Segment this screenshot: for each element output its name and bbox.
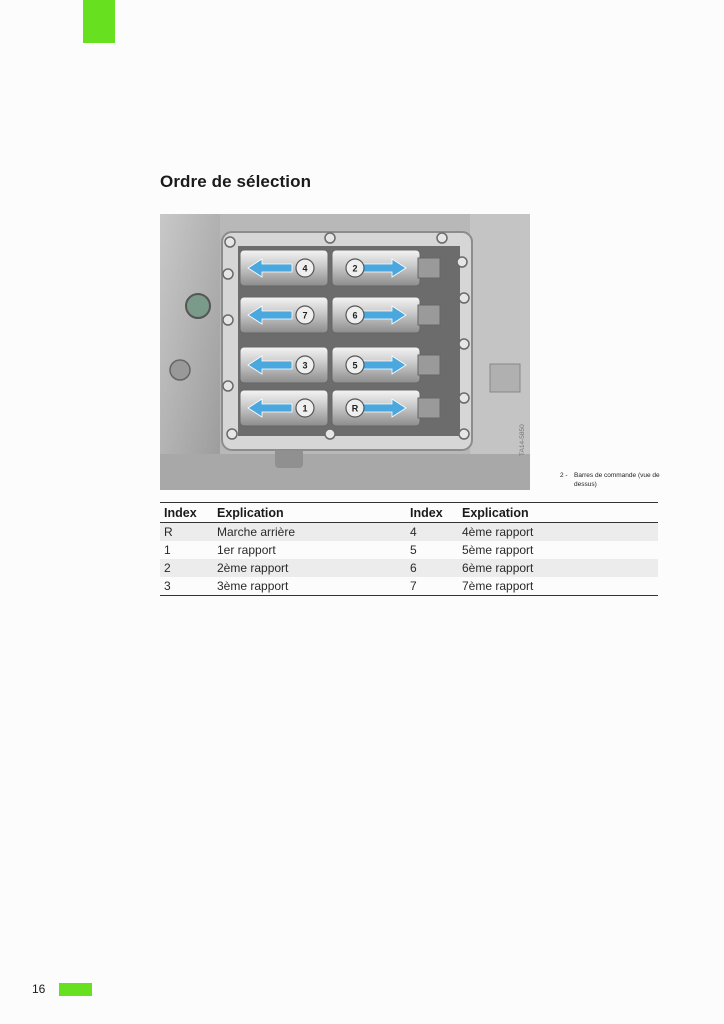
header-index-1: Index <box>160 503 213 523</box>
gear-label-left: 7 <box>302 310 308 321</box>
selector-rail <box>240 250 440 286</box>
gear-label-right: 6 <box>352 310 358 321</box>
footer-tab-marker <box>59 983 92 996</box>
gear-label-left: 1 <box>302 403 308 414</box>
cell-explication: 5ème rapport <box>462 543 534 557</box>
cell-explication: 4ème rapport <box>458 523 658 542</box>
figure-code: TA14-5850 <box>519 424 526 456</box>
table-row <box>160 559 658 577</box>
cell-explication: 7ème rapport <box>462 579 534 593</box>
cell-explication: 2ème rapport <box>213 559 406 577</box>
cell-index: 6 <box>406 559 458 577</box>
caption-text: Barres de commande (vue de dessus) <box>574 472 660 488</box>
table-row <box>160 523 658 542</box>
cell-explication: Marche arrière <box>213 523 406 542</box>
selector-rail <box>240 390 440 426</box>
gear-label-right: 5 <box>352 360 358 371</box>
cell-index: 5 <box>410 543 417 557</box>
cell-index: 7 <box>410 579 417 593</box>
gear-label-right: 2 <box>352 263 358 274</box>
selector-rails-diagram <box>160 214 530 490</box>
cell-index: 1 <box>164 543 171 557</box>
cell-index: 3 <box>164 579 171 593</box>
cell-index: 2 <box>160 559 213 577</box>
cell-index: R <box>160 523 213 542</box>
page-number: 16 <box>32 982 46 996</box>
selector-rail <box>240 347 440 383</box>
cell-explication: 3ème rapport <box>217 579 289 593</box>
header-index-2: Index <box>406 503 458 523</box>
section-tab-marker <box>83 0 115 43</box>
gear-label-left: 3 <box>302 360 308 371</box>
caption-number: 2 - <box>560 472 568 479</box>
gear-label-right: R <box>351 403 359 414</box>
cell-index: 4 <box>406 523 458 542</box>
gear-label-left: 4 <box>302 263 308 274</box>
header-explication-1: Explication <box>213 503 406 523</box>
table-header-row <box>160 503 658 523</box>
table-row <box>160 541 658 559</box>
selector-rail <box>240 297 440 333</box>
header-explication-2: Explication <box>458 503 658 523</box>
cell-explication: 6ème rapport <box>458 559 658 577</box>
page-title: Ordre de sélection <box>160 172 312 191</box>
table-row <box>160 577 658 596</box>
selection-table <box>160 502 658 596</box>
cell-explication: 1er rapport <box>217 543 276 557</box>
